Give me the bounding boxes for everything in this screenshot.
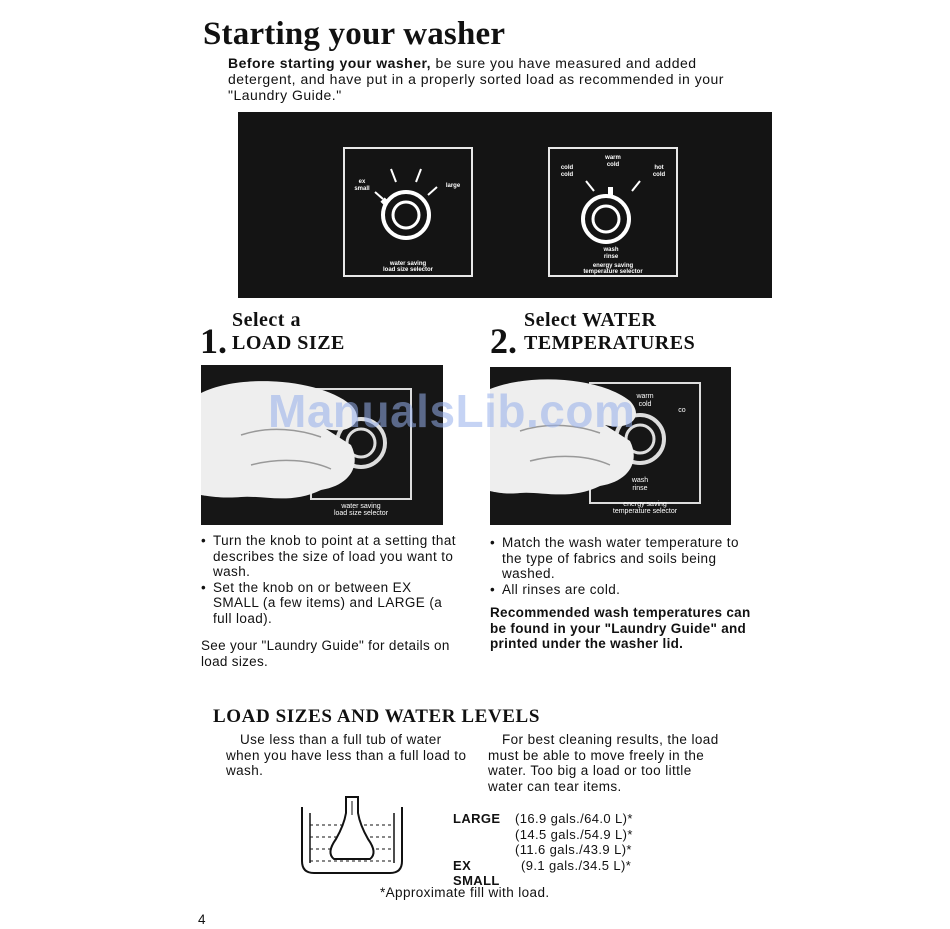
step2-bullet-list xyxy=(490,535,755,597)
step1-photo-caption2: load size selector xyxy=(333,510,389,517)
step2-bullet: • All rinses are cold. xyxy=(490,582,755,598)
step1-bullet: • Turn the knob to point at a setting that describes the size of load you want to wash. xyxy=(201,533,461,580)
temp-label-rinse: rinse xyxy=(603,254,619,260)
temperature-dial-box xyxy=(548,147,678,277)
step2-number: 2. xyxy=(490,321,517,361)
watermark: ManualsLib.com xyxy=(268,385,636,437)
step1-number: 1. xyxy=(200,321,227,361)
step2-heading-line2: TEMPERATURES xyxy=(524,332,696,354)
load-sizes-left-text: Use less than a full tub of water when you have less than a full load to wash. xyxy=(226,732,467,778)
dial-caption-line2: load size selector xyxy=(382,267,434,273)
intro-bold: Before starting your washer, xyxy=(228,55,432,71)
water-level-label: LARGE xyxy=(453,811,501,826)
step1-heading-line1: Select a xyxy=(232,309,301,331)
water-level-row xyxy=(453,858,633,889)
intro-text: be sure you have measured and added detergent, and have put in a properly sorted load as recommended in your "Laundry Guide." xyxy=(228,55,724,103)
temp-label-cold-right: cold xyxy=(652,172,666,178)
step1-photo-caption1: water saving xyxy=(341,503,381,510)
load-size-dial-box xyxy=(343,147,473,277)
temp-label-hot: hot xyxy=(654,165,664,171)
page-number: 4 xyxy=(198,912,206,927)
temp-caption-line2: temperature selector xyxy=(583,269,643,275)
water-level-label xyxy=(453,842,515,858)
dial-caption-line1: water saving xyxy=(389,261,427,267)
water-level-label xyxy=(453,827,515,843)
step2-photo-label-rinse: rinse xyxy=(632,485,648,492)
water-level-value: (9.1 gals./34.5 L)* xyxy=(521,857,632,873)
water-level-value: (16.9 gals./64.0 L)* xyxy=(515,811,633,826)
step2-bullet: • Match the wash water temperature to the type of fabrics and soils being washed. xyxy=(490,535,755,582)
load-sizes-heading: LOAD SIZES AND WATER LEVELS xyxy=(213,706,540,727)
step1-bullet-list xyxy=(201,533,461,626)
step1-note: See your "Laundry Guide" for details on load sizes. xyxy=(201,638,450,669)
water-level-row xyxy=(453,842,633,858)
temp-label-cold-left2: cold xyxy=(560,172,574,178)
water-level-row xyxy=(453,827,633,843)
step2-photo-caption1: energy saving xyxy=(623,501,667,508)
step2-photo-label-wash: wash xyxy=(631,477,649,484)
step1-bullet: • Set the knob on or between EX SMALL (a few items) and LARGE (a full load). xyxy=(201,580,461,627)
step2-heading-line1: Select WATER xyxy=(524,309,657,331)
washer-tub-diagram-icon xyxy=(298,795,406,877)
footnote: *Approximate fill with load. xyxy=(380,885,550,900)
step1-heading-line2: LOAD SIZE xyxy=(232,332,345,354)
temp-label-warm: warm xyxy=(605,155,621,161)
temp-label-wash: wash xyxy=(603,247,619,253)
intro-paragraph xyxy=(228,55,748,103)
water-levels-table xyxy=(453,811,633,889)
step2-photo-caption2: temperature selector xyxy=(612,508,678,515)
water-level-label: EX SMALL xyxy=(453,857,500,888)
control-panel-illustration xyxy=(238,112,772,298)
temp-caption-line1: energy saving xyxy=(592,263,634,269)
step2-photo-label-co: co xyxy=(678,407,686,414)
water-level-value: (11.6 gals./43.9 L)* xyxy=(515,842,632,857)
dial-label-large: large xyxy=(445,183,461,189)
dial-label-ex: ex xyxy=(358,179,366,185)
temp-label-cold-top: cold xyxy=(606,162,620,168)
page-title: Starting your washer xyxy=(203,16,506,52)
water-level-row xyxy=(453,811,633,827)
step2-note: Recommended wash temperatures can be found in your "Laundry Guide" and printed under the washer lid. xyxy=(490,605,751,651)
step2-photo-label-cold: cold xyxy=(638,401,652,408)
dial-label-small: small xyxy=(354,186,370,192)
load-sizes-right-text: For best cleaning results, the load must be able to move freely in the water. Too big a load or too little water can tear items. xyxy=(488,732,719,794)
water-level-value: (14.5 gals./54.9 L)* xyxy=(515,826,633,842)
temp-label-cold-left1: cold xyxy=(560,165,574,171)
step2-photo-label-warm: warm xyxy=(636,393,654,400)
load-size-knob-icon xyxy=(345,149,471,275)
